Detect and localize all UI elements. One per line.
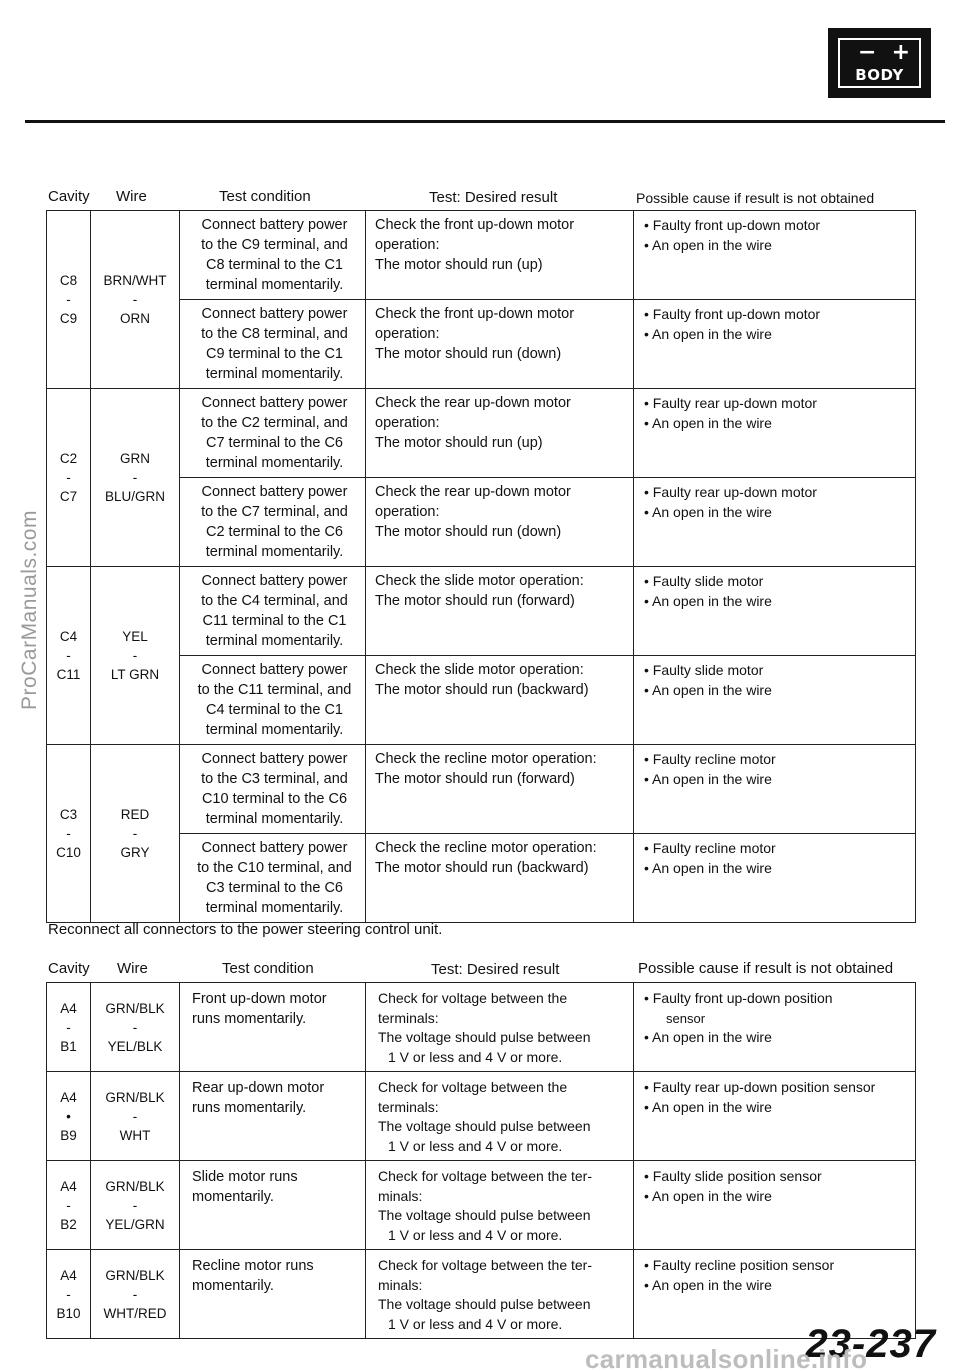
condition-cell — [180, 567, 366, 656]
condition-cell-line: terminal momentarily. — [205, 455, 344, 471]
result-cell-line: operation: — [375, 504, 440, 520]
result-cell-line: Check the rear up-down motor — [375, 484, 571, 500]
cavity-cell-line: C3 — [59, 807, 78, 822]
condition-cell-line: momentarily. — [192, 1189, 274, 1205]
cavity-cell-line: - — [66, 470, 71, 485]
wire-cell-line: - — [132, 292, 138, 307]
wire-cell-line: BLU/GRN — [104, 489, 165, 504]
condition-cell-line: to the C3 terminal, and — [201, 771, 348, 787]
badge-label: BODY — [855, 66, 904, 84]
cavity-cell-line: B1 — [60, 1038, 77, 1054]
header-possible-cause-2: Possible cause if result is not obtained — [638, 960, 894, 977]
cause-cell-line: • Faulty slide position sensor — [644, 1168, 822, 1184]
wire-cell — [91, 389, 180, 567]
condition-cell-line: C8 terminal to the C1 — [205, 257, 343, 273]
condition-cell — [180, 389, 366, 478]
wire-cell-line: GRN — [120, 451, 150, 466]
wire-cell-line: GRN/BLK — [105, 1089, 165, 1105]
cavity-cell — [47, 211, 91, 389]
result-cell-line: The voltage should pulse between — [378, 1207, 591, 1223]
watermark: ProCarManuals.com — [18, 510, 41, 710]
minus-icon: − — [858, 40, 877, 65]
wire-cell-line: GRY — [120, 845, 150, 860]
wire-cell-line: WHT/RED — [103, 1305, 167, 1321]
cause-cell-line: • Faulty recline motor — [644, 840, 776, 856]
cause-cell — [634, 300, 916, 389]
wire-cell-line: ORN — [120, 311, 150, 326]
header-test-condition: Test condition — [219, 188, 311, 205]
condition-cell-line: Connect battery power — [201, 662, 348, 678]
condition-cell-line: terminal momentarily. — [205, 277, 344, 293]
result-cell — [366, 983, 634, 1072]
condition-cell-line: C11 terminal to the C1 — [202, 613, 347, 629]
wire-cell-line: GRN/BLK — [105, 1267, 165, 1283]
cause-cell-line: • Faulty front up-down position — [644, 990, 833, 1006]
badge-frame — [838, 38, 921, 88]
cavity-cell-line: - — [66, 826, 71, 841]
cause-cell-line: sensor — [666, 1010, 706, 1026]
wire-cell-line: - — [132, 470, 138, 485]
table-row — [47, 567, 916, 656]
condition-cell-line: Rear up-down motor — [192, 1080, 325, 1096]
reconnect-instruction: Reconnect all connectors to the power steering control unit. — [48, 921, 443, 938]
cause-cell-line: • Faulty rear up-down position sensor — [644, 1079, 876, 1095]
condition-cell-line: terminal momentarily. — [205, 544, 344, 560]
cavity-cell-line: • — [66, 1108, 71, 1124]
cause-cell-line: • An open in the wire — [644, 415, 772, 431]
condition-cell-line: terminal momentarily. — [205, 722, 344, 738]
condition-cell-line: to the C11 terminal, and — [197, 682, 352, 698]
condition-cell — [180, 478, 366, 567]
condition-cell-line: to the C9 terminal, and — [201, 237, 348, 253]
condition-cell-line: Connect battery power — [201, 306, 348, 322]
result-cell-line: Check the rear up-down motor — [375, 395, 571, 411]
cause-cell-line: • Faulty front up-down motor — [644, 306, 821, 322]
result-cell-line: operation: — [375, 326, 440, 342]
condition-cell — [180, 656, 366, 745]
wire-cell — [91, 983, 180, 1072]
condition-cell — [180, 211, 366, 300]
result-cell — [366, 389, 634, 478]
cause-cell-line: • An open in the wire — [644, 593, 772, 609]
result-cell — [366, 656, 634, 745]
result-cell-line: Check the recline motor operation: — [375, 751, 597, 767]
result-cell-line: Check for voltage between the ter- — [378, 1257, 593, 1273]
condition-cell-line: C10 terminal to the C6 — [201, 791, 348, 807]
condition-cell-line: C7 terminal to the C6 — [205, 435, 343, 451]
condition-cell-line: terminal momentarily. — [205, 900, 344, 916]
condition-cell-line: C3 terminal to the C6 — [205, 880, 343, 896]
result-cell-line: Check for voltage between the ter- — [378, 1168, 593, 1184]
battery-terminal-icons — [858, 41, 910, 65]
result-cell-line: terminals: — [378, 1098, 439, 1115]
result-cell — [366, 745, 634, 834]
header-possible-cause: Possible cause if result is not obtained — [636, 190, 875, 206]
condition-cell-line: Slide motor runs — [192, 1169, 298, 1185]
condition-cell-line: to the C10 terminal, and — [197, 860, 352, 876]
wire-cell-line: GRN/BLK — [105, 1000, 165, 1016]
cause-cell — [634, 745, 916, 834]
wire-cell-line: YEL/GRN — [105, 1216, 165, 1232]
wire-cell-line: - — [132, 1019, 138, 1035]
cavity-cell-line: C4 — [59, 629, 78, 644]
result-cell-line: The motor should run (backward) — [375, 860, 589, 876]
wire-cell-line: - — [132, 1197, 138, 1213]
cause-cell — [634, 211, 916, 300]
cavity-cell-line: - — [66, 1197, 71, 1213]
result-cell-line: 1 V or less and 4 V or more. — [388, 1048, 563, 1065]
wire-cell-line: GRN/BLK — [105, 1178, 165, 1194]
wire-cell-line: WHT — [119, 1127, 151, 1143]
cavity-cell-line: C10 — [56, 845, 81, 860]
cause-cell-line: • An open in the wire — [644, 1276, 772, 1293]
wire-cell — [91, 211, 180, 389]
wire-cell-line: YEL — [122, 629, 148, 644]
cause-cell-line: • Faulty recline position sensor — [644, 1257, 835, 1273]
result-cell-line: Check for voltage between the — [378, 1079, 568, 1095]
cause-cell-line: • Faulty slide motor — [644, 662, 764, 678]
wire-cell-line: - — [132, 1108, 138, 1124]
header-desired-result-2: Test: Desired result — [431, 961, 560, 978]
cavity-cell-line: B10 — [56, 1305, 81, 1321]
cause-cell-line: • An open in the wire — [644, 682, 772, 698]
result-cell — [366, 300, 634, 389]
cavity-cell-line: C8 — [59, 273, 78, 288]
table-row — [47, 983, 916, 1072]
table-row — [47, 1161, 916, 1250]
cavity-cell-line: - — [66, 1286, 71, 1302]
condition-cell — [180, 983, 366, 1072]
cavity-cell — [47, 1161, 91, 1250]
result-cell-line: Check the slide motor operation: — [375, 662, 584, 678]
condition-cell-line: C2 terminal to the C6 — [205, 524, 343, 540]
table-row — [47, 1072, 916, 1161]
cavity-cell-line: - — [66, 292, 71, 307]
wire-cell-line: YEL/BLK — [107, 1038, 163, 1054]
condition-cell-line: momentarily. — [192, 1278, 274, 1294]
cavity-cell — [47, 567, 91, 745]
condition-cell — [180, 1072, 366, 1161]
condition-cell-line: to the C4 terminal, and — [201, 593, 348, 609]
result-cell-line: The motor should run (up) — [375, 257, 543, 273]
header-test-condition-2: Test condition — [222, 960, 314, 977]
page-number: 23-237 — [805, 1322, 936, 1366]
cause-cell-line: • Faulty rear up-down motor — [644, 484, 817, 500]
cause-cell — [634, 834, 916, 923]
footer-site: carmanualsonline.info — [585, 1344, 868, 1371]
result-cell-line: The motor should run (down) — [375, 346, 562, 362]
table-row — [47, 211, 916, 300]
plus-icon: + — [891, 40, 910, 65]
cause-cell — [634, 478, 916, 567]
cause-cell-line: • An open in the wire — [644, 1029, 772, 1045]
condition-cell-line: Connect battery power — [201, 217, 348, 233]
cavity-cell — [47, 983, 91, 1072]
condition-cell-line: terminal momentarily. — [205, 811, 344, 827]
condition-cell-line: to the C8 terminal, and — [201, 326, 348, 342]
result-cell-line: The motor should run (forward) — [375, 771, 575, 787]
cavity-cell-line: A4 — [60, 1178, 77, 1194]
result-cell-line: Check the recline motor operation: — [375, 840, 597, 856]
cavity-cell — [47, 1072, 91, 1161]
cavity-cell — [47, 745, 91, 923]
cavity-cell-line: B2 — [60, 1216, 77, 1232]
wire-cell-line: BRN/WHT — [103, 273, 167, 288]
condition-cell-line: Connect battery power — [201, 573, 348, 589]
header-cavity-2: Cavity — [48, 960, 90, 977]
result-cell-line: terminals: — [378, 1009, 439, 1026]
result-cell-line: The motor should run (backward) — [375, 682, 589, 698]
cause-cell — [634, 1072, 916, 1161]
cause-cell-line: • An open in the wire — [644, 504, 772, 520]
condition-cell-line: terminal momentarily. — [205, 633, 344, 649]
cause-cell-line: • An open in the wire — [644, 1187, 772, 1204]
cavity-cell — [47, 389, 91, 567]
wire-cell-line: - — [132, 1286, 138, 1302]
cause-cell-line: • An open in the wire — [644, 237, 772, 253]
cavity-cell — [47, 1250, 91, 1339]
condition-cell — [180, 745, 366, 834]
wire-cell-line: - — [132, 826, 138, 841]
result-cell-line: Check the slide motor operation: — [375, 573, 584, 589]
wire-cell — [91, 745, 180, 923]
result-cell — [366, 211, 634, 300]
cavity-cell-line: A4 — [60, 1089, 77, 1105]
condition-cell-line: C9 terminal to the C1 — [205, 346, 343, 362]
result-cell-line: operation: — [375, 415, 440, 431]
result-cell-line: 1 V or less and 4 V or more. — [388, 1315, 563, 1332]
sensor-test-table — [46, 982, 916, 1339]
result-cell — [366, 834, 634, 923]
result-cell-line: minals: — [378, 1187, 423, 1204]
wire-cell — [91, 1161, 180, 1250]
condition-cell-line: Connect battery power — [201, 840, 348, 856]
result-cell-line: The motor should run (forward) — [375, 593, 575, 609]
cause-cell — [634, 389, 916, 478]
result-cell — [366, 478, 634, 567]
result-cell — [366, 1250, 634, 1339]
wire-cell-line: RED — [120, 807, 150, 822]
wire-cell-line: LT GRN — [110, 667, 160, 682]
condition-cell-line: Connect battery power — [201, 751, 348, 767]
result-cell-line: 1 V or less and 4 V or more. — [388, 1137, 563, 1154]
header-rule — [25, 120, 945, 123]
wire-cell — [91, 1250, 180, 1339]
cause-cell-line: • An open in the wire — [644, 1098, 772, 1115]
wire-cell — [91, 1072, 180, 1161]
result-cell-line: The motor should run (up) — [375, 435, 543, 451]
condition-cell-line: to the C7 terminal, and — [201, 504, 348, 520]
condition-cell-line: Connect battery power — [201, 484, 348, 500]
cause-cell-line: • Faulty front up-down motor — [644, 217, 821, 233]
condition-cell — [180, 834, 366, 923]
cause-cell-line: • Faulty recline motor — [644, 751, 776, 767]
condition-cell-line: Recline motor runs — [192, 1258, 314, 1274]
condition-cell-line: Connect battery power — [201, 395, 348, 411]
result-cell-line: The voltage should pulse between — [378, 1118, 591, 1134]
result-cell-line: The voltage should pulse between — [378, 1296, 591, 1312]
result-cell — [366, 567, 634, 656]
result-cell-line: minals: — [378, 1276, 423, 1293]
body-battery-badge — [828, 28, 931, 98]
result-cell-line: The motor should run (down) — [375, 524, 562, 540]
result-cell-line: Check the front up-down motor — [375, 217, 575, 233]
cause-cell — [634, 983, 916, 1072]
cause-cell-line: • Faulty slide motor — [644, 573, 764, 589]
condition-cell-line: C4 terminal to the C1 — [205, 702, 343, 718]
result-cell-line: The voltage should pulse between — [378, 1029, 591, 1045]
cavity-cell-line: A4 — [60, 1000, 77, 1016]
condition-cell — [180, 300, 366, 389]
result-cell — [366, 1161, 634, 1250]
cause-cell-line: • Faulty rear up-down motor — [644, 395, 817, 411]
cavity-cell-line: B9 — [60, 1127, 77, 1143]
cavity-cell-line: C11 — [56, 667, 81, 682]
header-desired-result: Test: Desired result — [429, 189, 558, 206]
condition-cell-line: to the C2 terminal, and — [201, 415, 348, 431]
result-cell-line: Check the front up-down motor — [375, 306, 575, 322]
wire-cell-line: - — [132, 648, 138, 663]
cause-cell — [634, 1161, 916, 1250]
wire-cell — [91, 567, 180, 745]
cavity-cell-line: C9 — [59, 311, 78, 326]
cavity-cell-line: A4 — [60, 1267, 77, 1283]
header-wire-2: Wire — [117, 960, 148, 977]
motor-test-table — [46, 210, 916, 923]
condition-cell-line: terminal momentarily. — [205, 366, 344, 382]
condition-cell-line: runs momentarily. — [192, 1100, 307, 1116]
result-cell-line: operation: — [375, 237, 440, 253]
cavity-cell-line: C7 — [59, 489, 78, 504]
header-cavity: Cavity — [48, 188, 90, 205]
table-row — [47, 389, 916, 478]
cavity-cell-line: - — [66, 648, 71, 663]
cavity-cell-line: - — [66, 1019, 71, 1035]
cause-cell-line: • An open in the wire — [644, 326, 772, 342]
header-wire: Wire — [116, 188, 147, 205]
cavity-cell-line: C2 — [59, 451, 78, 466]
result-cell-line: Check for voltage between the — [378, 990, 568, 1006]
result-cell — [366, 1072, 634, 1161]
table-row — [47, 1250, 916, 1339]
cause-cell — [634, 656, 916, 745]
condition-cell-line: runs momentarily. — [192, 1011, 307, 1027]
cause-cell-line: • An open in the wire — [644, 771, 772, 787]
condition-cell — [180, 1250, 366, 1339]
condition-cell-line: Front up-down motor — [192, 991, 327, 1007]
cause-cell — [634, 567, 916, 656]
table-row — [47, 745, 916, 834]
condition-cell — [180, 1161, 366, 1250]
result-cell-line: 1 V or less and 4 V or more. — [388, 1226, 563, 1243]
cause-cell-line: • An open in the wire — [644, 860, 772, 876]
